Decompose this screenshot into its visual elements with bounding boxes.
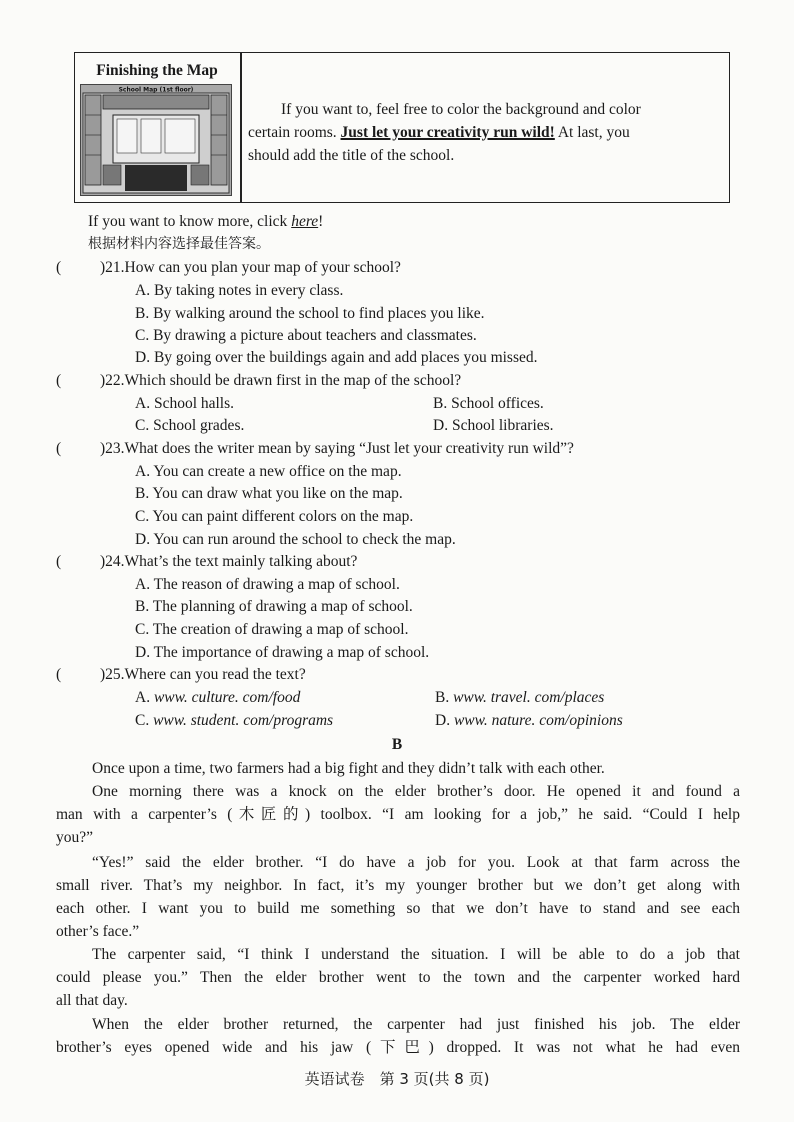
know-more-line: If you want to know more, click here! [88,213,324,230]
answer-paren: ( [56,440,62,457]
option: D. By going over the buildings again and add places you missed. [135,349,538,366]
option: D. www. nature. com/opinions [435,712,623,729]
passage-line: “Yes!” said the elder brother. “I do have a job for you. Look at that farm across the [92,854,740,871]
here-link[interactable]: here [291,213,319,230]
option: A. www. culture. com/food [135,689,301,706]
box-text-line-3: should add the title of the school. [248,147,455,164]
option: B. www. travel. com/places [435,689,605,706]
question-stem-24: )24.What’s the text mainly talking about? [100,553,358,570]
option: D. You can run around the school to check the map. [135,531,456,548]
answer-paren: ( [56,553,62,570]
passage-line: all that day. [56,992,128,1009]
answer-paren: ( [56,666,62,683]
question-stem-21: )21.How can you plan your map of your school? [100,259,401,276]
box-text-line-2: certain rooms. Just let your creativity run wild! At last, you [248,124,630,141]
option: C. School grades. [135,417,245,434]
option: B. You can draw what you like on the map. [135,485,403,502]
passage-line: One morning there was a knock on the elder brother’s door. He opened it and found a [92,783,740,800]
passage-line: Once upon a time, two farmers had a big fight and they didn’t talk with each other. [92,760,605,777]
option: B. By walking around the school to find places you like. [135,305,485,322]
school-map-thumbnail [80,84,232,196]
school-map-image [81,85,231,195]
question-stem-23: )23.What does the writer mean by saying “Just let your creativity run wild”? [100,440,574,457]
box-divider [240,52,242,203]
option: A. You can create a new office on the map. [135,463,402,480]
option: B. School offices. [433,395,544,412]
box-title: Finishing the Map [96,62,218,79]
option: C. By drawing a picture about teachers and classmates. [135,327,477,344]
question-stem-25: )25.Where can you read the text? [100,666,306,683]
passage-line: small river. That’s my neighbor. In fact, it’s my younger brother but we don’t get along with [56,877,740,894]
map-caption: School Map (1st floor) [118,86,194,94]
passage-line: When the elder brother returned, the carpenter had just finished his job. The elder [92,1016,740,1033]
question-stem-22: )22.Which should be drawn first in the map of the school? [100,372,462,389]
option: A. By taking notes in every class. [135,282,344,299]
option: D. School libraries. [433,417,554,434]
option: C. The creation of drawing a map of school. [135,621,409,638]
option: B. The planning of drawing a map of school. [135,598,413,615]
answer-paren: ( [56,259,62,276]
passage-line: could please you.” Then the elder brother went to the town and the carpenter worked hard [56,969,740,986]
passage-line: brother’s eyes opened wide and his jaw (下巴) dropped. It was not what he had even [56,1039,740,1056]
passage-line: you?” [56,829,94,846]
option: C. www. student. com/programs [135,712,334,729]
passage-line: other’s face.” [56,923,140,940]
passage-line: The carpenter said, “I think I understand the situation. I will be able to do a job that [92,946,740,963]
option: A. School halls. [135,395,235,412]
creativity-phrase: Just let your creativity run wild! [340,124,555,141]
passage-line: man with a carpenter’s (木匠的) toolbox. “I am looking for a job,” he said. “Could I help [56,806,740,823]
page-footer: 英语试卷 第 3 页(共 8 页) [304,1070,490,1088]
answer-paren: ( [56,372,62,389]
instruction: 根据材料内容选择最佳答案。 [88,236,270,252]
section-heading: B [391,736,403,753]
passage-line: each other. I want you to build me something so that we don’t have to stand and see each [56,900,740,917]
option: A. The reason of drawing a map of school. [135,576,400,593]
box-text-line-1: If you want to, feel free to color the background and color [281,101,641,118]
option: C. You can paint different colors on the map. [135,508,414,525]
option: D. The importance of drawing a map of school. [135,644,430,661]
